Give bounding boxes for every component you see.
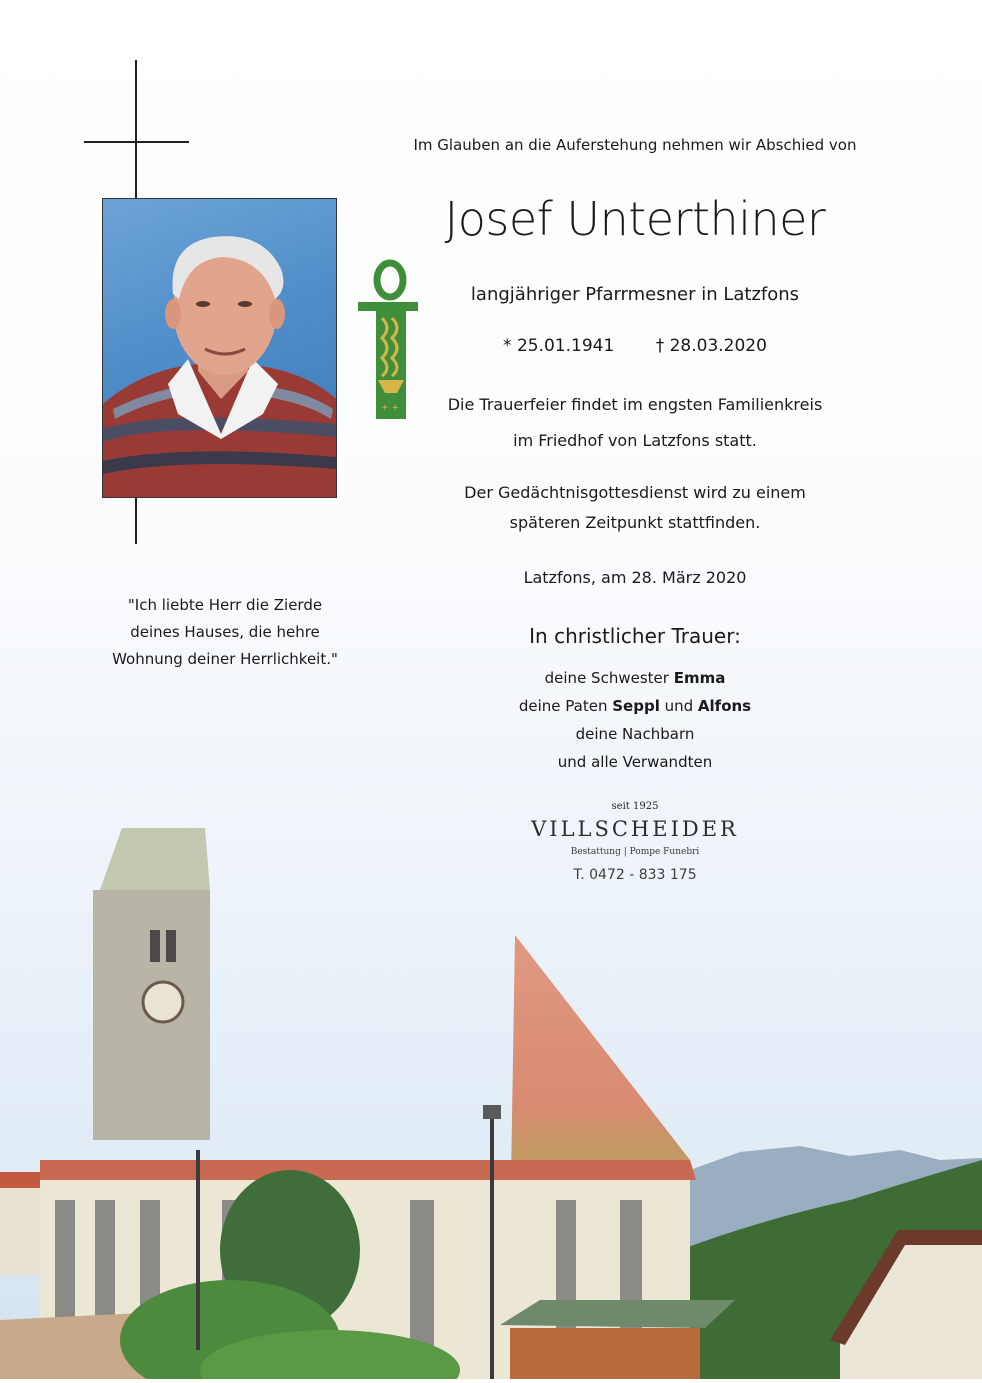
funeral-line-2: im Friedhof von Latzfons statt. (513, 431, 757, 450)
quote-line-3: Wohnung deiner Herrlichkeit." (112, 650, 338, 668)
death-date: † 28.03.2020 (655, 336, 767, 356)
memorial-notice (395, 478, 875, 538)
mourner-relatives: und alle Verwandten (557, 753, 713, 771)
cross-horizontal-line (84, 141, 189, 143)
mourners-heading: In christlicher Trauer: (529, 624, 741, 648)
memorial-line-1: Der Gedächtnisgottesdienst wird zu einem (464, 483, 806, 502)
funeral-line-1: Die Trauerfeier findet im engsten Familienkreis (447, 395, 823, 414)
quote-line-2: deines Hauses, die hehre (130, 623, 320, 641)
mourner-sister-prefix: deine Schwester (544, 669, 674, 687)
intro-line: Im Glauben an die Auferstehung nehmen wir Abschied von (413, 136, 857, 154)
deceased-role: langjähriger Pfarrmesner in Latzfons (470, 284, 800, 305)
church-landscape-image (0, 780, 982, 1379)
mourners-list (395, 664, 875, 776)
life-dates (395, 336, 875, 356)
mourner-godparents (395, 692, 875, 720)
mourner-neighbors: deine Nachbarn (575, 725, 695, 743)
mourner-godparent-2: Alfons (697, 697, 752, 715)
birth-date: * 25.01.1941 (503, 336, 615, 356)
deceased-name: Josef Unterthiner (444, 192, 826, 246)
mourner-godparent-1: Seppl (612, 697, 660, 715)
mourner-godparents-prefix: deine Paten (518, 697, 613, 715)
quote-line-1: "Ich liebte Herr die Zierde (127, 596, 323, 614)
place-and-date: Latzfons, am 28. März 2020 (523, 568, 747, 587)
svg-text:+ +: + + (381, 403, 399, 413)
mourner-godparents-and: und (659, 697, 698, 715)
memorial-line-2: späteren Zeitpunkt stattfinden. (509, 513, 761, 532)
mourner-sister (395, 664, 875, 692)
portrait-photo (102, 198, 337, 498)
funeral-notice (395, 387, 875, 459)
mourner-sister-name: Emma (673, 669, 726, 687)
bible-quote (80, 592, 370, 673)
